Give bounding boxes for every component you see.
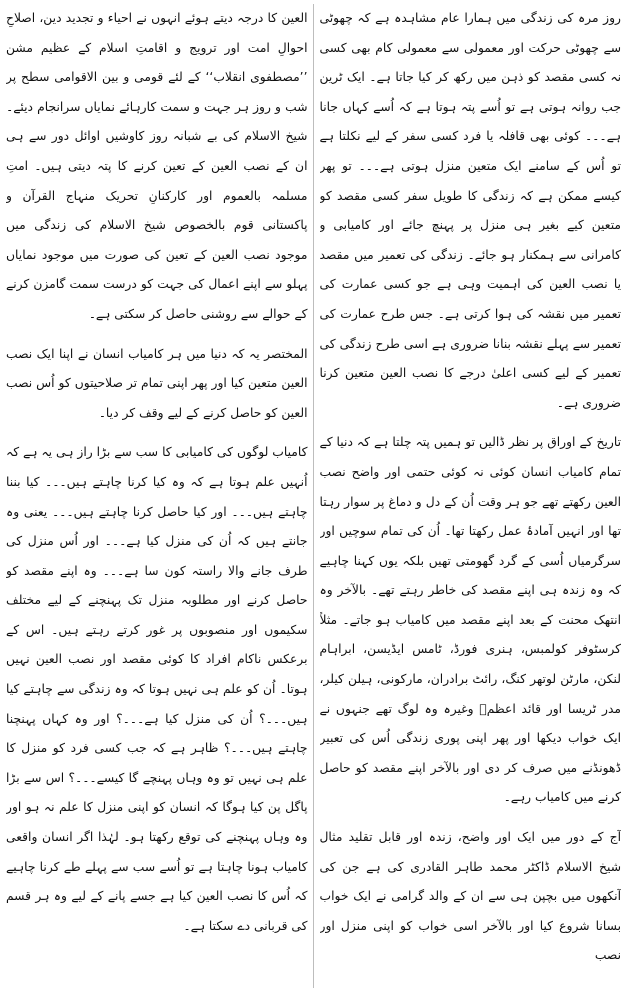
paragraph: آج کے دور میں ایک اور واضح، زندہ اور قابل تقلید مثال شیخ الاسلام ڈاکٹر محمد طاہر القادری کی ہے جن کی آنکھوں میں بچپن ہی سے ان کے والد گرامی نے ایک خواب بسانا شروع کیا اور بالآخر اسی خواب کو اپنی منزل اور نصب: [319, 830, 621, 963]
paragraph: روز مرہ کی زندگی میں ہمارا عام مشاہدہ ہے کہ چھوٹی سے چھوٹی حرکت اور معمولی سے معمولی کام بھی کسی نہ کسی مقصد کو ذہن میں رکھ کر کیا جاتا ہے۔ ایک ٹرین جب روانہ ہوتی ہے تو اُسے پتہ ہوتا ہے کہ اُسے کہاں جانا ہے۔۔۔ کوئی بھی قافلہ یا فرد کسی سفر کے لیے نکلتا ہے تو اُس کے سامنے ایک متعین منزل ہوتی ہے۔۔۔ تو پھر کیسے ممکن ہے کہ زندگی کا طویل سفر کسی مقصد کو متعین کیے بغیر ہی منزل پر پہنچ جائے اور کامیابی و کامرانی سے ہمکنار ہو جائے۔ زندگی کی تعمیر میں مقصد یا نصب العین کی اہمیت وہی ہے جو کسی عمارت کی تعمیر میں نقشہ کی ہوا کرتی ہے۔ جس طرح عمارت کی تعمیر سے پہلے نقشہ بنانا ضروری ہے اسی طرح زندگی کی تعمیر کے لیے کسی اعلیٰ درجے کا نصب العین متعین کرنا ضروری ہے۔: [319, 11, 621, 410]
right-column: [320, 4, 622, 988]
column-divider: [313, 4, 314, 988]
paragraph: تاریخ کے اوراق پر نظر ڈالیں تو ہمیں پتہ چلتا ہے کہ دنیا کے تمام کامیاب انسان کوئی نہ کوئی حتمی اور واضح نصب العین رکھتے تھے جو ہر وقت اُن کے دل و دماغ پر سوار رہتا تھا اور انہیں آمادۂ عمل رکھتا تھا۔ اُن کی تمام سوچیں اور سرگرمیاں اُسی کے گرد گھومتی تھیں بلکہ یوں کہنا چاہیے کہ وہ زندہ ہی اپنے مقصد کی خاطر رہتے تھے۔ بالآخر وہ انتھک محنت کے بعد اپنے مقصد میں کامیاب ہو جاتے۔ مثلاً کرسٹوفر کولمبس، ہنری فورڈ، ٹامس ایڈیسن، ابراہام لنکن، مارٹن لوتھر کنگ، رائٹ برادران، مارکونی، ہیلن کیلر، مدر ٹریسا اور قائد اعظمؒ وغیرہ وہ لوگ تھے جنہوں نے ایک خواب دیکھا اور پھر اپنی پوری زندگی اُس کی تعبیر ڈھونڈنے میں صرف کر دی اور بالآخر اپنے مقصد کو حاصل کرنے میں کامیاب رہے۔: [319, 435, 621, 805]
paragraph: العین کا درجہ دیتے ہوئے انہوں نے احیاء و تجدید دین، اصلاحِ احوالِ امت اور ترویج و اقامتِ اسلام کے عظیم مشن ’’مصطفوی انقلاب‘‘ کے لئے قومی و بین الاقوامی سطح پر شب و روز ہر جہت و سمت کارہائے نمایاں سرانجام دیئے۔ شیخ الاسلام کی بے شبانہ روز کاوشیں اوائل دور سے ہی ان کے نصب العین کے تعین کرنے کا پتہ دیتی ہیں۔ امتِ مسلمہ بالعموم اور کارکنانِ تحریک منہاج القرآن و پاکستانی قوم بالخصوص شیخ الاسلام کی زندگی میں موجود نصب العین کے تعین کی صورت میں موجود نمایاں پہلو سے اپنے اعمال کی جہت کو درست سمت گامزن کرنے کے حوالے سے روشنی حاصل کر سکتی ہے۔: [6, 11, 308, 321]
paragraph: المختصر یہ کہ دنیا میں ہر کامیاب انسان نے اپنا ایک نصب العین متعین کیا اور پھر اپنی تمام تر صلاحیتوں کو اُس نصب العین کو حاصل کرنے کے لیے وقف کر دیا۔: [6, 346, 308, 420]
left-column: [6, 4, 308, 988]
paragraph: کامیاب لوگوں کی کامیابی کا سب سے بڑا راز ہی یہ ہے کہ اُنہیں علم ہوتا ہے کہ وہ کیا کرنا چاہتے ہیں۔۔۔ کیا بننا چاہتے ہیں۔۔۔ اور کیا حاصل کرنا چاہتے ہیں۔۔۔ یعنی وہ جانتے ہیں کہ اُن کی منزل کیا ہے۔۔۔ اور اُس منزل کی طرف جانے والا راستہ کون سا ہے۔۔۔ وہ اپنے مقصد کو حاصل کرنے اور مطلوبہ منزل تک پہنچنے کے لیے مختلف سکیموں اور منصوبوں پر غور کرتے رہتے ہیں۔ اس کے برعکس ناکام افراد کا کوئی مقصد اور نصب العین نہیں ہوتا۔ اُن کو علم ہی نہیں ہوتا کہ وہ زندگی سے چاہتے کیا ہیں۔۔۔؟ اُن کی منزل کیا ہے۔۔۔؟ اور وہ کہاں پہنچنا چاہتے ہیں۔۔۔؟ ظاہر ہے کہ جب کسی فرد کو منزل کا علم ہی نہیں تو وہ وہاں پہنچے گا کیسے۔۔۔؟ اس سے بڑا پاگل پن کیا ہوگا کہ انسان کو اپنی منزل کا علم نہ ہو اور وہ وہاں پہنچنے کی توقع رکھتا ہو۔ لہٰذا اگر انسان واقعی کامیاب ہونا چاہتا ہے تو اُسے سب سے پہلے طے کرنا چاہیے کہ اُس کا نصب العین کیا ہے جسے پانے کے لیے وہ ہر قسم کی قربانی دے سکتا ہے۔: [6, 445, 308, 933]
